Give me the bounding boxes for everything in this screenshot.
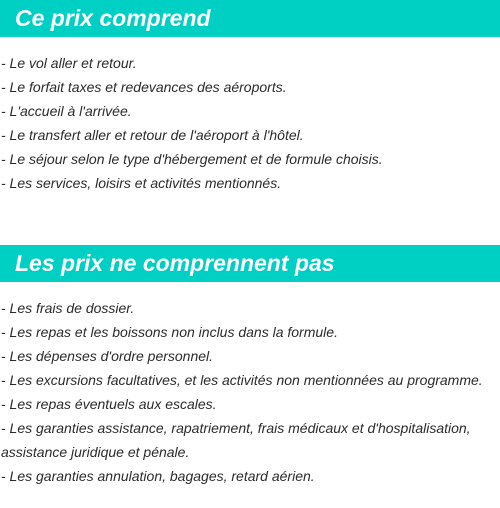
list-item: - Les services, loisirs et activités mentionnés. <box>1 175 282 191</box>
list-item: - Les dépenses d'ordre personnel. <box>1 348 214 364</box>
list-item: - Les garanties annulation, bagages, retard aérien. <box>1 468 315 484</box>
excludes-list <box>0 282 500 488</box>
excludes-section <box>0 245 500 488</box>
list-item: - Le transfert aller et retour de l'aéroport à l'hôtel. <box>1 127 304 143</box>
includes-section <box>0 0 500 195</box>
excludes-title: Les prix ne comprennent pas <box>0 245 500 282</box>
list-item: - Le forfait taxes et redevances des aéroports. <box>1 79 287 95</box>
includes-list <box>0 37 500 195</box>
list-item: - Le vol aller et retour. <box>1 55 137 71</box>
list-item: - Les repas éventuels aux escales. <box>1 396 217 412</box>
list-item: - Le séjour selon le type d'hébergement et de formule choisis. <box>1 151 383 167</box>
includes-title: Ce prix comprend <box>0 0 500 37</box>
list-item: - L'accueil à l'arrivée. <box>1 103 132 119</box>
list-item: - Les garanties assistance, rapatriement, frais médicaux et d'hospitalisation, assistance juridique et pénale. <box>1 420 471 460</box>
list-item: - Les frais de dossier. <box>1 300 135 316</box>
list-item: - Les repas et les boissons non inclus dans la formule. <box>1 324 338 340</box>
list-item: - Les excursions facultatives, et les activités non mentionnées au programme. <box>1 372 483 388</box>
